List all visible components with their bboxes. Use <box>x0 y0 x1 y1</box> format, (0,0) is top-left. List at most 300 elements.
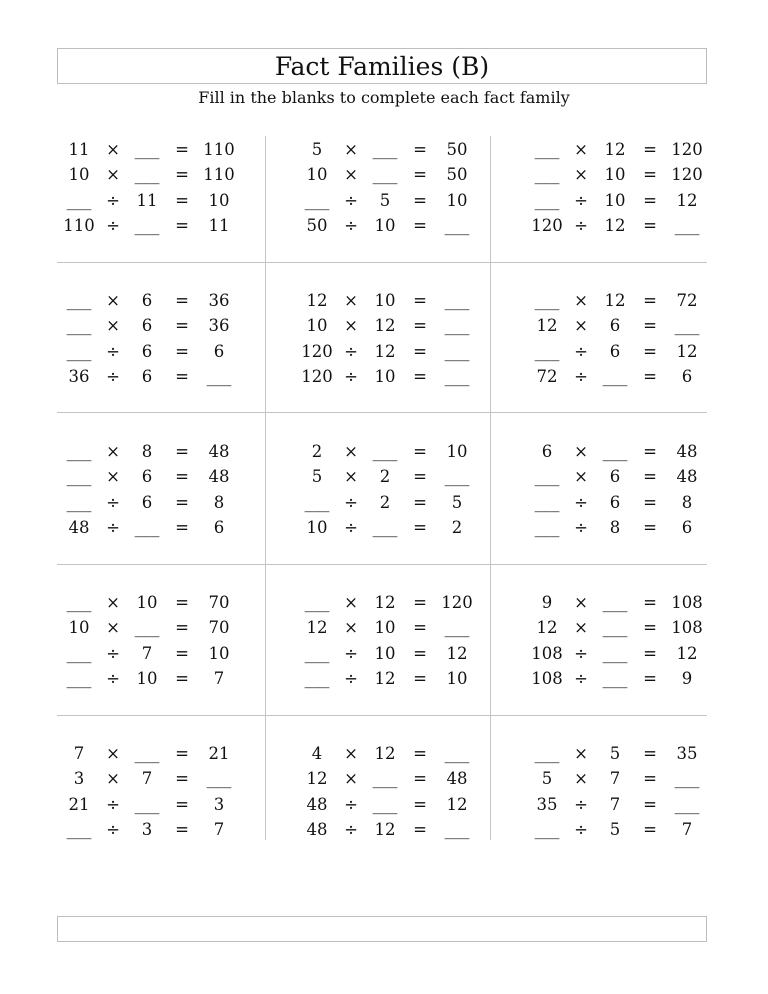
answer-blank[interactable]: ___ <box>534 291 560 310</box>
answer-blank[interactable]: ___ <box>602 593 628 612</box>
equals-sign: = <box>175 190 189 210</box>
number: 48 <box>208 467 230 487</box>
number: 120 <box>531 215 563 235</box>
fact-family <box>295 288 511 438</box>
equation-row <box>57 162 273 187</box>
number: 10 <box>208 643 230 663</box>
number: 12 <box>604 215 626 235</box>
equals-sign: = <box>175 366 189 386</box>
equals-sign: = <box>643 442 657 461</box>
number: 8 <box>681 492 693 512</box>
number: 48 <box>208 442 230 461</box>
number: 6 <box>141 492 153 512</box>
equals-sign: = <box>643 291 657 310</box>
number: 6 <box>681 366 693 386</box>
operator: × <box>344 769 358 789</box>
number: 10 <box>446 442 468 461</box>
equation-row <box>525 188 741 213</box>
number: 5 <box>311 140 323 159</box>
answer-blank[interactable]: ___ <box>372 442 398 461</box>
answer-blank[interactable]: ___ <box>66 819 92 839</box>
equation-row <box>295 464 511 489</box>
equation-row <box>57 364 273 389</box>
answer-blank[interactable]: ___ <box>674 794 700 814</box>
equals-sign: = <box>643 668 657 688</box>
equation-row <box>295 213 511 238</box>
operator: ÷ <box>106 668 120 688</box>
number: 7 <box>213 819 225 839</box>
equation-row <box>57 666 273 691</box>
equation-row <box>525 666 741 691</box>
answer-blank[interactable]: ___ <box>66 467 92 487</box>
answer-blank[interactable]: ___ <box>534 517 560 537</box>
page-title: Fact Families (B) <box>274 51 490 81</box>
equals-sign: = <box>643 744 657 763</box>
operator: × <box>106 593 120 612</box>
number: 2 <box>311 442 323 461</box>
equals-sign: = <box>643 643 657 663</box>
answer-blank[interactable]: ___ <box>304 668 330 688</box>
operator: × <box>574 467 588 487</box>
fact-family <box>525 137 741 287</box>
number: 50 <box>446 165 468 185</box>
operator: ÷ <box>574 341 588 361</box>
equals-sign: = <box>413 366 427 386</box>
number: 12 <box>604 140 626 159</box>
number: 2 <box>379 467 391 487</box>
number: 120 <box>301 341 333 361</box>
number: 12 <box>446 794 468 814</box>
number: 8 <box>213 492 225 512</box>
equation-row <box>57 590 273 615</box>
equals-sign: = <box>413 492 427 512</box>
equation-row <box>57 766 273 791</box>
equals-sign: = <box>413 517 427 537</box>
number: 12 <box>306 769 328 789</box>
number: 6 <box>213 517 225 537</box>
number: 12 <box>374 819 396 839</box>
number: 2 <box>451 517 463 537</box>
equation-row <box>525 792 741 817</box>
answer-blank[interactable]: ___ <box>304 643 330 663</box>
operator: × <box>574 316 588 336</box>
number: 12 <box>604 291 626 310</box>
equation-row <box>57 615 273 640</box>
operator: × <box>344 291 358 310</box>
equation-row <box>525 490 741 515</box>
answer-blank[interactable]: ___ <box>66 643 92 663</box>
number: 6 <box>213 341 225 361</box>
equation-row <box>57 313 273 338</box>
answer-blank[interactable]: ___ <box>304 190 330 210</box>
equals-sign: = <box>643 215 657 235</box>
number: 120 <box>671 165 703 185</box>
answer-blank[interactable]: ___ <box>602 618 628 638</box>
number: 10 <box>136 668 158 688</box>
equals-sign: = <box>413 165 427 185</box>
equals-sign: = <box>413 442 427 461</box>
equation-row <box>295 641 511 666</box>
answer-blank[interactable]: ___ <box>66 341 92 361</box>
equation-row <box>525 817 741 842</box>
operator: × <box>344 467 358 487</box>
equation-row <box>57 339 273 364</box>
answer-blank[interactable]: ___ <box>444 618 470 638</box>
answer-blank[interactable]: ___ <box>134 517 160 537</box>
equation-row <box>57 817 273 842</box>
fact-family <box>525 288 741 438</box>
number: 6 <box>609 316 621 336</box>
number: 11 <box>136 190 158 210</box>
equation-row <box>295 741 511 766</box>
answer-blank[interactable]: ___ <box>534 819 560 839</box>
equals-sign: = <box>413 744 427 763</box>
number: 70 <box>208 618 230 638</box>
number: 6 <box>609 467 621 487</box>
answer-blank[interactable]: ___ <box>206 769 232 789</box>
number: 7 <box>213 668 225 688</box>
number: 12 <box>374 593 396 612</box>
equals-sign: = <box>413 593 427 612</box>
operator: × <box>574 744 588 763</box>
answer-blank[interactable]: ___ <box>134 215 160 235</box>
answer-blank[interactable]: ___ <box>602 366 628 386</box>
number: 110 <box>203 140 235 159</box>
number: 72 <box>536 366 558 386</box>
operator: × <box>106 442 120 461</box>
equals-sign: = <box>175 517 189 537</box>
title-box <box>57 48 707 84</box>
operator: ÷ <box>574 668 588 688</box>
number: 12 <box>374 744 396 763</box>
operator: ÷ <box>106 215 120 235</box>
number: 10 <box>306 165 328 185</box>
operator: ÷ <box>106 517 120 537</box>
answer-blank[interactable]: ___ <box>444 291 470 310</box>
equation-row <box>57 213 273 238</box>
answer-blank[interactable]: ___ <box>372 794 398 814</box>
number: 12 <box>374 668 396 688</box>
number: 10 <box>604 165 626 185</box>
fact-family <box>57 439 273 589</box>
equation-row <box>525 213 741 238</box>
number: 10 <box>306 517 328 537</box>
equation-row <box>57 741 273 766</box>
answer-blank[interactable]: ___ <box>534 190 560 210</box>
equation-row <box>525 313 741 338</box>
equals-sign: = <box>175 215 189 235</box>
answer-blank[interactable]: ___ <box>444 819 470 839</box>
equals-sign: = <box>175 819 189 839</box>
number: 10 <box>374 291 396 310</box>
equation-row <box>295 313 511 338</box>
number: 6 <box>141 291 153 310</box>
number: 11 <box>68 140 90 159</box>
operator: × <box>344 442 358 461</box>
equals-sign: = <box>413 341 427 361</box>
answer-blank[interactable]: ___ <box>602 668 628 688</box>
equals-sign: = <box>643 618 657 638</box>
number: 5 <box>609 819 621 839</box>
answer-blank[interactable]: ___ <box>444 215 470 235</box>
equals-sign: = <box>413 316 427 336</box>
number: 8 <box>141 442 153 461</box>
equals-sign: = <box>175 668 189 688</box>
number: 3 <box>141 819 153 839</box>
number: 36 <box>208 316 230 336</box>
equals-sign: = <box>643 341 657 361</box>
answer-blank[interactable]: ___ <box>372 769 398 789</box>
answer-blank[interactable]: ___ <box>444 341 470 361</box>
equals-sign: = <box>643 140 657 159</box>
answer-blank[interactable]: ___ <box>674 769 700 789</box>
equals-sign: = <box>175 492 189 512</box>
equation-row <box>525 364 741 389</box>
number: 12 <box>676 643 698 663</box>
equation-row <box>295 590 511 615</box>
operator: × <box>344 140 358 159</box>
number: 10 <box>374 215 396 235</box>
answer-blank[interactable]: ___ <box>134 744 160 763</box>
equals-sign: = <box>175 316 189 336</box>
operator: ÷ <box>106 794 120 814</box>
equation-row <box>57 288 273 313</box>
equals-sign: = <box>413 643 427 663</box>
number: 110 <box>203 165 235 185</box>
operator: ÷ <box>344 668 358 688</box>
equation-row <box>525 515 741 540</box>
equation-row <box>525 615 741 640</box>
equation-row <box>525 439 741 464</box>
number: 12 <box>374 341 396 361</box>
operator: ÷ <box>344 819 358 839</box>
answer-blank[interactable]: ___ <box>444 366 470 386</box>
operator: ÷ <box>106 190 120 210</box>
answer-blank[interactable]: ___ <box>134 794 160 814</box>
answer-blank[interactable]: ___ <box>372 517 398 537</box>
equals-sign: = <box>413 668 427 688</box>
equation-row <box>525 641 741 666</box>
number: 5 <box>311 467 323 487</box>
answer-blank[interactable]: ___ <box>134 618 160 638</box>
operator: ÷ <box>106 341 120 361</box>
number: 120 <box>671 140 703 159</box>
answer-blank[interactable]: ___ <box>66 190 92 210</box>
equation-row <box>57 641 273 666</box>
number: 120 <box>301 366 333 386</box>
number: 5 <box>451 492 463 512</box>
operator: ÷ <box>106 366 120 386</box>
number: 7 <box>609 794 621 814</box>
number: 7 <box>681 819 693 839</box>
number: 6 <box>141 316 153 336</box>
operator: ÷ <box>574 215 588 235</box>
number: 2 <box>379 492 391 512</box>
number: 3 <box>213 794 225 814</box>
number: 3 <box>73 769 85 789</box>
operator: × <box>106 291 120 310</box>
fact-family <box>295 741 511 891</box>
number: 6 <box>609 341 621 361</box>
number: 6 <box>609 492 621 512</box>
fact-family <box>57 137 273 287</box>
answer-blank[interactable]: ___ <box>444 467 470 487</box>
answer-blank[interactable]: ___ <box>534 341 560 361</box>
answer-blank[interactable]: ___ <box>66 593 92 612</box>
equals-sign: = <box>413 190 427 210</box>
answer-blank[interactable]: ___ <box>602 442 628 461</box>
operator: × <box>574 291 588 310</box>
answer-blank[interactable]: ___ <box>66 668 92 688</box>
answer-blank[interactable]: ___ <box>134 140 160 159</box>
number: 6 <box>141 341 153 361</box>
operator: ÷ <box>344 341 358 361</box>
number: 5 <box>541 769 553 789</box>
operator: ÷ <box>574 794 588 814</box>
number: 10 <box>68 618 90 638</box>
operator: ÷ <box>574 492 588 512</box>
operator: × <box>106 467 120 487</box>
equation-row <box>295 490 511 515</box>
answer-blank[interactable]: ___ <box>534 140 560 159</box>
equals-sign: = <box>643 769 657 789</box>
operator: ÷ <box>574 366 588 386</box>
operator: ÷ <box>344 517 358 537</box>
number: 10 <box>446 668 468 688</box>
equals-sign: = <box>643 492 657 512</box>
number: 36 <box>208 291 230 310</box>
answer-blank[interactable]: ___ <box>534 744 560 763</box>
number: 12 <box>676 341 698 361</box>
equation-row <box>295 162 511 187</box>
number: 48 <box>68 517 90 537</box>
number: 48 <box>446 769 468 789</box>
number: 7 <box>141 643 153 663</box>
answer-blank[interactable]: ___ <box>372 165 398 185</box>
number: 6 <box>541 442 553 461</box>
equals-sign: = <box>175 593 189 612</box>
operator: × <box>574 140 588 159</box>
equation-row <box>525 339 741 364</box>
equation-row <box>525 288 741 313</box>
answer-blank[interactable]: ___ <box>602 643 628 663</box>
equation-row <box>57 515 273 540</box>
number: 12 <box>374 316 396 336</box>
answer-blank[interactable]: ___ <box>206 366 232 386</box>
operator: ÷ <box>344 366 358 386</box>
number: 4 <box>311 744 323 763</box>
number: 48 <box>676 442 698 461</box>
equals-sign: = <box>643 467 657 487</box>
answer-blank[interactable]: ___ <box>444 744 470 763</box>
equation-row <box>295 439 511 464</box>
equals-sign: = <box>175 794 189 814</box>
answer-blank[interactable]: ___ <box>66 492 92 512</box>
equals-sign: = <box>175 744 189 763</box>
number: 110 <box>63 215 95 235</box>
operator: × <box>106 769 120 789</box>
equation-row <box>57 490 273 515</box>
number: 48 <box>676 467 698 487</box>
equation-row <box>295 666 511 691</box>
fact-family <box>295 439 511 589</box>
operator: ÷ <box>344 794 358 814</box>
equals-sign: = <box>413 291 427 310</box>
number: 48 <box>306 819 328 839</box>
equation-row <box>295 766 511 791</box>
footer-box <box>57 916 707 942</box>
equation-row <box>295 339 511 364</box>
number: 12 <box>306 291 328 310</box>
answer-blank[interactable]: ___ <box>66 316 92 336</box>
number: 35 <box>536 794 558 814</box>
operator: ÷ <box>574 819 588 839</box>
answer-blank[interactable]: ___ <box>66 442 92 461</box>
number: 9 <box>681 668 693 688</box>
number: 10 <box>208 190 230 210</box>
answer-blank[interactable]: ___ <box>304 593 330 612</box>
operator: × <box>106 165 120 185</box>
number: 5 <box>609 744 621 763</box>
equals-sign: = <box>175 291 189 310</box>
answer-blank[interactable]: ___ <box>534 165 560 185</box>
equals-sign: = <box>413 215 427 235</box>
answer-blank[interactable]: ___ <box>444 316 470 336</box>
number: 10 <box>136 593 158 612</box>
equals-sign: = <box>413 794 427 814</box>
fact-family <box>57 741 273 891</box>
number: 108 <box>531 643 563 663</box>
number: 108 <box>531 668 563 688</box>
answer-blank[interactable]: ___ <box>534 467 560 487</box>
number: 7 <box>609 769 621 789</box>
equation-row <box>295 792 511 817</box>
equals-sign: = <box>175 341 189 361</box>
answer-blank[interactable]: ___ <box>674 316 700 336</box>
equation-row <box>295 615 511 640</box>
equals-sign: = <box>175 769 189 789</box>
answer-blank[interactable]: ___ <box>674 215 700 235</box>
equals-sign: = <box>643 794 657 814</box>
operator: ÷ <box>344 492 358 512</box>
equals-sign: = <box>413 819 427 839</box>
equals-sign: = <box>175 165 189 185</box>
answer-blank[interactable]: ___ <box>534 492 560 512</box>
operator: × <box>574 593 588 612</box>
operator: × <box>344 593 358 612</box>
equation-row <box>295 364 511 389</box>
answer-blank[interactable]: ___ <box>304 492 330 512</box>
number: 21 <box>68 794 90 814</box>
number: 10 <box>374 618 396 638</box>
answer-blank[interactable]: ___ <box>66 291 92 310</box>
number: 108 <box>671 618 703 638</box>
operator: × <box>344 165 358 185</box>
answer-blank[interactable]: ___ <box>134 165 160 185</box>
equals-sign: = <box>175 442 189 461</box>
operator: ÷ <box>574 190 588 210</box>
operator: × <box>106 618 120 638</box>
number: 6 <box>681 517 693 537</box>
operator: × <box>574 165 588 185</box>
equals-sign: = <box>643 517 657 537</box>
fact-family <box>295 590 511 740</box>
number: 50 <box>306 215 328 235</box>
answer-blank[interactable]: ___ <box>372 140 398 159</box>
fact-family <box>57 590 273 740</box>
number: 10 <box>306 316 328 336</box>
number: 72 <box>676 291 698 310</box>
